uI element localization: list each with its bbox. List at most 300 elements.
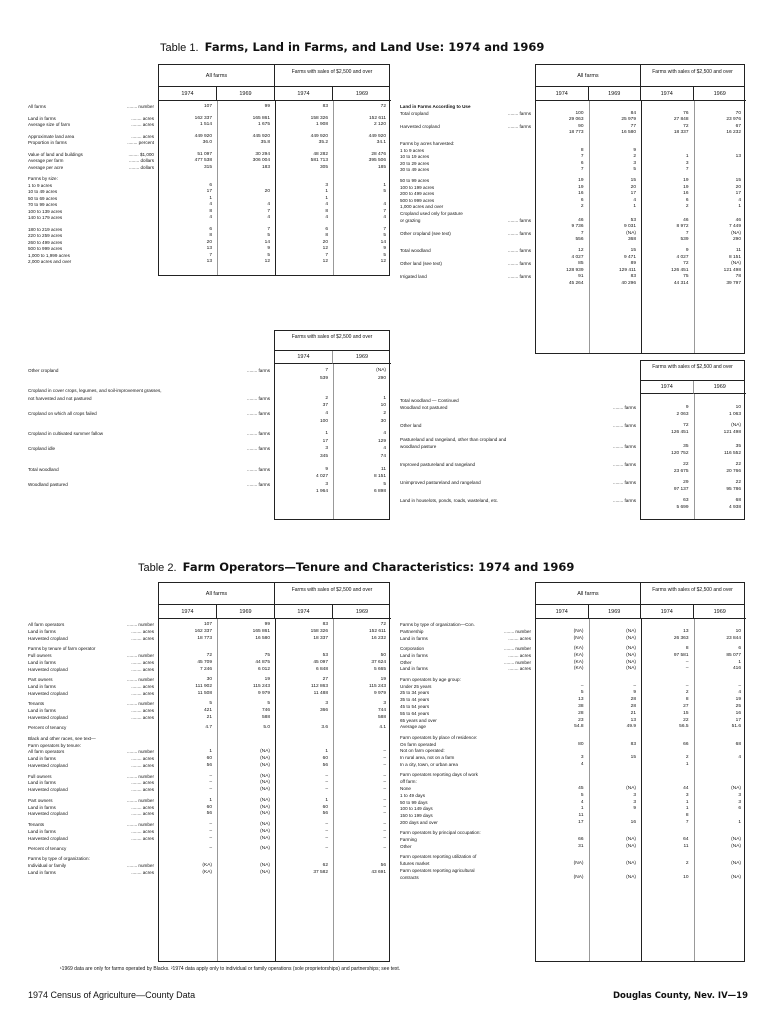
row-value: 56	[380, 863, 386, 868]
row-value: –	[325, 845, 328, 851]
row-label-text: 2,000 acres and over	[28, 259, 72, 264]
row-value: 13	[206, 246, 212, 251]
row-value: 4	[580, 762, 584, 767]
lower-row-value: 1	[383, 395, 386, 401]
row-value: 6	[738, 646, 741, 651]
row-value: (NA)	[260, 835, 270, 841]
lower-row-label-text: Improved pastureland and rangeland	[400, 462, 476, 467]
row-value: (NA)	[731, 837, 741, 843]
row-value: 7 246	[199, 666, 212, 672]
row-value: 53	[322, 653, 328, 658]
row-label	[400, 167, 531, 173]
row-value: –	[209, 828, 212, 834]
row-value: 12	[380, 259, 386, 264]
row-label	[28, 684, 154, 690]
row-value: (NA)	[731, 874, 741, 880]
table2-left-panel	[28, 582, 390, 962]
row-value: 15	[630, 248, 636, 253]
row-label-text: 260 to 499 acres	[28, 239, 63, 245]
row-value: 366	[319, 708, 328, 714]
lower-row-label	[28, 396, 270, 402]
row-value: 107	[203, 622, 212, 627]
group-header-sales: Farms with sales of $2,500 and over	[641, 583, 744, 605]
row-value: 445 920	[252, 133, 270, 139]
row-value: 99	[264, 104, 270, 109]
row-value: 2	[633, 154, 636, 160]
year-header: 1969	[333, 605, 391, 619]
lower-row-label-text: Total woodland	[28, 466, 59, 472]
row-value: 8 972	[676, 224, 689, 230]
row-label-unit: ........ number	[126, 773, 154, 779]
lower-row-value: 1	[325, 431, 328, 437]
row-value: 7	[580, 154, 584, 160]
row-label-text: contracts	[400, 874, 419, 880]
row-value: 83	[630, 741, 636, 747]
lower-year-header: 1974	[641, 381, 694, 394]
row-label-text: Average per acre	[28, 164, 64, 170]
lower-row-value: 35	[735, 444, 741, 449]
year-header: 1974	[275, 605, 333, 619]
row-value: 51 097	[197, 151, 212, 157]
row-value: 14	[380, 239, 386, 245]
table2-footnote: ¹1969 data are only for farms operated by Blacks. ²1974 data apply only to individual or family operations (sole proprietorships) and partnerships; see text.	[60, 966, 401, 972]
row-value: –	[738, 683, 741, 689]
row-label	[28, 822, 154, 828]
lower-row-label-text: Cropland idle	[28, 446, 56, 452]
row-label	[28, 677, 154, 683]
row-value: –	[383, 749, 386, 755]
row-value: 3	[685, 160, 689, 166]
row-label-text: Other cropland (see text)	[400, 230, 451, 236]
row-label-text: 10 to 19 acres	[400, 154, 430, 160]
row-label	[28, 227, 154, 233]
row-value: 18 773	[197, 635, 212, 641]
row-value: (NA)	[731, 786, 741, 791]
row-value: 97 581	[673, 652, 689, 658]
row-label-unit: ........ number	[503, 628, 531, 634]
lower-year-header: 1974	[275, 351, 333, 364]
row-value: 8	[685, 646, 689, 651]
row-label-unit: ........ number	[126, 104, 154, 109]
row-value: 70	[735, 110, 741, 116]
row-value: 21	[630, 710, 636, 716]
row-value: 15	[735, 178, 741, 183]
row-value: 100	[575, 110, 584, 116]
row-value: 16	[578, 191, 584, 197]
row-label-text: 50 to 69 acres	[28, 195, 58, 201]
row-value: 11	[736, 248, 741, 253]
row-value: 11	[578, 813, 584, 819]
row-value: 1	[685, 154, 689, 160]
row-label-unit: ........ acres	[131, 666, 154, 672]
row-label-text: Farms by size:	[28, 176, 58, 181]
row-value: –	[325, 780, 328, 786]
lower-row-value: 116 552	[724, 451, 741, 456]
row-value: 9 736	[571, 224, 584, 230]
row-label-unit: ........ farms	[508, 123, 531, 129]
row-label-text: Irrigated land	[400, 274, 427, 280]
row-label	[400, 837, 531, 843]
row-label-text: off farm:	[400, 779, 417, 785]
row-value: (NA)	[626, 230, 636, 236]
row-value: 477 538	[194, 158, 212, 163]
row-value: 48 282	[313, 151, 328, 157]
row-value: –	[209, 845, 212, 851]
lower-group-header: Farms with sales of $2,500 and over	[275, 331, 389, 351]
footer-right: Douglas County, Nev. IV—19	[613, 991, 748, 1001]
row-label-text: Proportion in farms	[28, 140, 67, 145]
row-value: 45	[578, 786, 584, 791]
row-label	[400, 636, 531, 642]
row-value: 21	[206, 715, 212, 720]
row-value: –	[325, 773, 328, 779]
row-label-text: Harvested cropland	[28, 811, 68, 817]
table1-title-text: Farms, Land in Farms, and Land Use: 1974 and 1969	[204, 40, 545, 54]
row-label-text: Percent of tenancy	[28, 845, 67, 851]
lower-row-value: 10	[380, 403, 386, 409]
row-label-text: 200 to 499 acres	[400, 191, 435, 197]
row-label	[400, 800, 531, 806]
row-value: 16	[683, 191, 689, 197]
row-value: (KA)	[573, 646, 584, 651]
lower-row-label-unit: ........ farms	[613, 423, 636, 428]
row-value: (NA)	[626, 628, 636, 634]
row-label-unit: ........ farms	[508, 230, 531, 236]
row-value: 395 506	[368, 158, 386, 163]
row-value: 1	[685, 799, 689, 805]
group-header-all-farms: All farms	[159, 65, 275, 87]
row-label-text: 25 to 34 years	[400, 690, 430, 696]
row-label-text: Farm operators reporting utilization of	[400, 854, 477, 860]
row-value: 152 611	[369, 115, 386, 121]
row-label	[400, 231, 531, 237]
row-value: 6	[325, 226, 328, 232]
row-value: 35.2	[318, 140, 328, 145]
row-label-unit: ........ acres	[131, 133, 154, 139]
row-label	[400, 141, 531, 147]
row-value: 7	[685, 167, 689, 173]
lower-row-label-text: Total woodland — Continued	[400, 398, 459, 403]
row-value: 83	[322, 622, 328, 627]
row-value: 4	[738, 690, 741, 696]
row-value: 64	[683, 837, 689, 843]
row-label-text: 50 to 99 acres	[400, 178, 430, 183]
row-label-text: Land in farms	[28, 684, 56, 689]
row-value: 72	[380, 104, 386, 109]
row-value: (NA)	[573, 861, 584, 867]
row-value: 53	[630, 217, 636, 223]
lower-row-value: 6 898	[373, 489, 386, 495]
row-value: 28	[630, 704, 636, 709]
lower-row-label-unit: ........ farms	[613, 462, 636, 467]
row-value: 2	[685, 755, 689, 761]
row-label	[28, 829, 154, 835]
lower-row-label-text: Cropland in cultivated summer fallow	[28, 431, 104, 437]
lower-row-value: 345	[319, 454, 328, 459]
row-label	[28, 152, 154, 158]
row-value: 35.8	[260, 140, 270, 145]
row-value: 121 498	[723, 267, 741, 273]
table1-left-panel	[28, 64, 390, 520]
row-value: 17	[206, 189, 212, 194]
row-value: –	[383, 811, 386, 817]
row-value: 744	[377, 708, 386, 714]
row-label	[28, 202, 154, 208]
row-label-text: 45 to 54 years	[400, 704, 430, 709]
row-label	[400, 218, 531, 224]
year-header: 1974	[159, 87, 217, 101]
row-value: 56	[206, 763, 212, 769]
row-value: 12	[322, 246, 328, 251]
row-value: 8	[325, 233, 328, 238]
row-label-unit: ........ farms	[508, 261, 531, 267]
row-label-unit: ........ number	[126, 863, 154, 868]
lower-row-value: 74	[380, 454, 386, 459]
row-label	[400, 854, 531, 860]
row-value: –	[685, 683, 689, 689]
row-label-text: Land in farms	[400, 635, 428, 641]
row-label	[400, 868, 531, 874]
row-label	[28, 715, 154, 721]
row-value: 368	[627, 237, 636, 243]
row-label-unit: ........ number	[126, 653, 154, 658]
row-value: 13	[683, 628, 689, 634]
row-label-text: Percent of tenancy	[28, 725, 67, 731]
lower-row-value: 3	[325, 446, 328, 452]
row-label-text: 500 to 999 acres	[28, 246, 63, 251]
row-value: 37 624	[371, 659, 386, 665]
group-header-sales: Farms with sales of $2,500 and over	[641, 65, 744, 87]
row-value: 6 012	[257, 666, 270, 672]
row-value: 183	[261, 164, 270, 170]
row-value: 9	[267, 246, 270, 251]
row-value: (NA)	[626, 861, 636, 867]
row-value: 1 514	[199, 122, 212, 127]
row-value: 162 337	[194, 115, 212, 121]
row-value: 1	[209, 749, 212, 755]
row-label	[28, 259, 154, 265]
row-label-text: Harvested cropland	[28, 715, 68, 720]
row-value: 23 976	[726, 117, 741, 123]
row-value: (NA)	[731, 844, 741, 849]
row-value: –	[383, 797, 386, 803]
row-value: (NA)	[260, 828, 270, 834]
row-label	[28, 653, 154, 659]
row-value: 37 582	[313, 869, 328, 875]
lower-row-value: 2 063	[676, 412, 689, 417]
row-value: 15	[630, 755, 636, 761]
row-value: 5	[383, 252, 386, 258]
row-label-unit: ........ acres	[131, 708, 154, 714]
row-label-text: Partnership	[400, 628, 424, 634]
row-label-text: 20 to 29 acres	[400, 160, 430, 166]
row-value: 111 902	[195, 684, 212, 689]
table2-title-text: Farm Operators—Tenure and Characteristics: 1974 and 1969	[182, 560, 575, 574]
row-value: 158 326	[310, 628, 328, 634]
row-label	[28, 667, 154, 673]
row-value: 9	[633, 147, 636, 153]
row-value: 13	[630, 717, 636, 723]
row-label-text: 150 to 199 days	[400, 813, 433, 819]
row-value: 19	[735, 697, 741, 703]
row-value: 588	[377, 715, 386, 720]
row-label-text: Farms by type of organization—Con.	[400, 622, 475, 627]
row-value: –	[685, 666, 689, 672]
row-value: 20	[322, 239, 328, 245]
row-value: 83	[322, 104, 328, 109]
row-value: 13	[735, 154, 741, 160]
lower-year-header: 1969	[694, 381, 747, 394]
row-label	[28, 246, 154, 252]
row-label	[28, 805, 154, 811]
row-value: 5	[267, 252, 270, 258]
lower-row-value: 72	[683, 423, 689, 428]
row-label-text: 500 to 999 acres	[400, 197, 435, 203]
row-label-text: Farm operators by place of residence:	[400, 734, 478, 740]
lower-row-value: 120 752	[671, 451, 689, 456]
row-value: 49.9	[626, 724, 636, 730]
row-value: 39 797	[726, 281, 741, 286]
row-value: 7	[580, 230, 584, 236]
row-label	[28, 165, 154, 171]
row-label	[400, 185, 531, 191]
row-label-text: All farm operators	[28, 749, 65, 755]
row-label	[400, 666, 531, 672]
row-value: 9 979	[373, 690, 386, 696]
table2-right-panel	[400, 582, 745, 962]
row-value: –	[685, 659, 689, 665]
row-label	[28, 660, 154, 666]
row-value: 5	[383, 233, 386, 238]
row-value: 85	[578, 261, 584, 267]
lower-row-value: 4	[383, 431, 386, 437]
row-value: 315	[203, 164, 212, 170]
row-value: 9	[633, 690, 636, 696]
row-value: 62	[322, 863, 328, 868]
year-header: 1969	[589, 87, 642, 101]
table2-title	[138, 560, 574, 574]
lower-row-label-unit: ........ farms	[247, 446, 270, 452]
row-value: 56	[206, 811, 212, 817]
row-value: 20	[735, 184, 741, 190]
row-label	[400, 830, 531, 836]
lower-row-value: 2	[383, 411, 386, 416]
lower-row-label	[28, 482, 270, 488]
row-label-unit: ........ number	[126, 749, 154, 755]
row-value: 60	[322, 756, 328, 762]
row-value: 66	[683, 741, 689, 747]
row-value: 50	[380, 653, 386, 658]
row-value: 85 077	[726, 652, 741, 658]
row-value: –	[209, 835, 212, 841]
row-label-text: Not on farm operated:	[400, 748, 445, 754]
lower-row-value: 35	[683, 444, 689, 449]
row-label-text: 1,000 to 1,999 acres	[28, 252, 70, 258]
row-label	[400, 793, 531, 799]
row-value: 4	[738, 755, 741, 761]
row-value: –	[383, 828, 386, 834]
lower-row-label	[400, 437, 636, 443]
row-value: (NA)	[626, 635, 636, 641]
row-value: 4	[209, 215, 212, 220]
lower-row-value: 7	[325, 368, 328, 373]
row-value: 5.0	[263, 725, 270, 731]
row-value: 4	[738, 197, 741, 203]
row-label	[400, 806, 531, 812]
row-label-text: 35 to 44 years	[400, 697, 430, 703]
row-value: 72	[380, 622, 386, 627]
row-value: 72	[683, 123, 689, 129]
row-label-text: Corporation	[400, 646, 425, 651]
year-header: 1969	[217, 605, 275, 619]
lower-row-label	[400, 480, 636, 486]
row-value: 4.1	[379, 725, 386, 731]
row-value: 588	[261, 715, 270, 720]
row-label	[400, 178, 531, 184]
row-label	[400, 204, 531, 210]
row-value: (NA)	[731, 230, 741, 236]
lower-row-value: 5 699	[676, 505, 689, 510]
row-label-text: Harvested cropland	[28, 787, 68, 793]
row-label	[400, 861, 531, 867]
row-value: 158 326	[310, 115, 328, 121]
row-value: 36.0	[202, 140, 212, 145]
row-value: 46	[683, 217, 689, 223]
lower-row-label	[400, 498, 636, 504]
row-label-unit: ........ farms	[508, 110, 531, 116]
row-value: 1	[738, 204, 741, 210]
lower-row-label-unit: ........ farms	[613, 444, 636, 449]
row-label-unit: ........ acres	[131, 869, 154, 875]
row-label-text: All farm operators	[28, 622, 65, 627]
row-value: 5	[580, 792, 584, 798]
row-value: 421	[203, 708, 212, 714]
row-label	[400, 690, 531, 696]
row-value: –	[209, 821, 212, 827]
row-value: 15	[630, 178, 636, 183]
row-label-text: futures market	[400, 861, 430, 867]
row-value: (NA)	[731, 861, 741, 867]
row-value: 305	[319, 164, 328, 170]
row-value: 19	[264, 677, 270, 683]
row-label	[28, 176, 154, 182]
lower-row-value: 22	[735, 462, 741, 467]
lower-row-label-text: Pastureland and rangeland, other than cropland and	[400, 437, 507, 442]
row-label	[28, 743, 154, 749]
row-value: 15	[683, 710, 689, 716]
row-value: 27	[322, 677, 328, 683]
row-label	[28, 863, 154, 869]
row-label	[400, 748, 531, 754]
row-label	[400, 718, 531, 724]
row-value: 31	[578, 844, 584, 849]
row-value: 165 861	[252, 628, 270, 634]
row-value: 80	[578, 741, 584, 747]
lower-row-label-text: not harvested and not pastured	[28, 395, 92, 401]
row-value: 25 979	[621, 117, 636, 123]
row-value: 8	[685, 697, 689, 703]
row-value: (NA)	[626, 874, 636, 880]
lower-row-value: 126 451	[671, 430, 689, 435]
year-header: 1974	[536, 605, 589, 619]
row-value: 46	[735, 217, 741, 223]
row-value: 28	[578, 710, 584, 716]
row-value: 1	[685, 762, 689, 767]
row-label-text: Land in farms	[400, 652, 428, 658]
lower-row-value: 121 498	[723, 430, 741, 435]
row-label-unit: ........ acres	[131, 715, 154, 720]
row-label-unit: ........ acres	[131, 659, 154, 665]
